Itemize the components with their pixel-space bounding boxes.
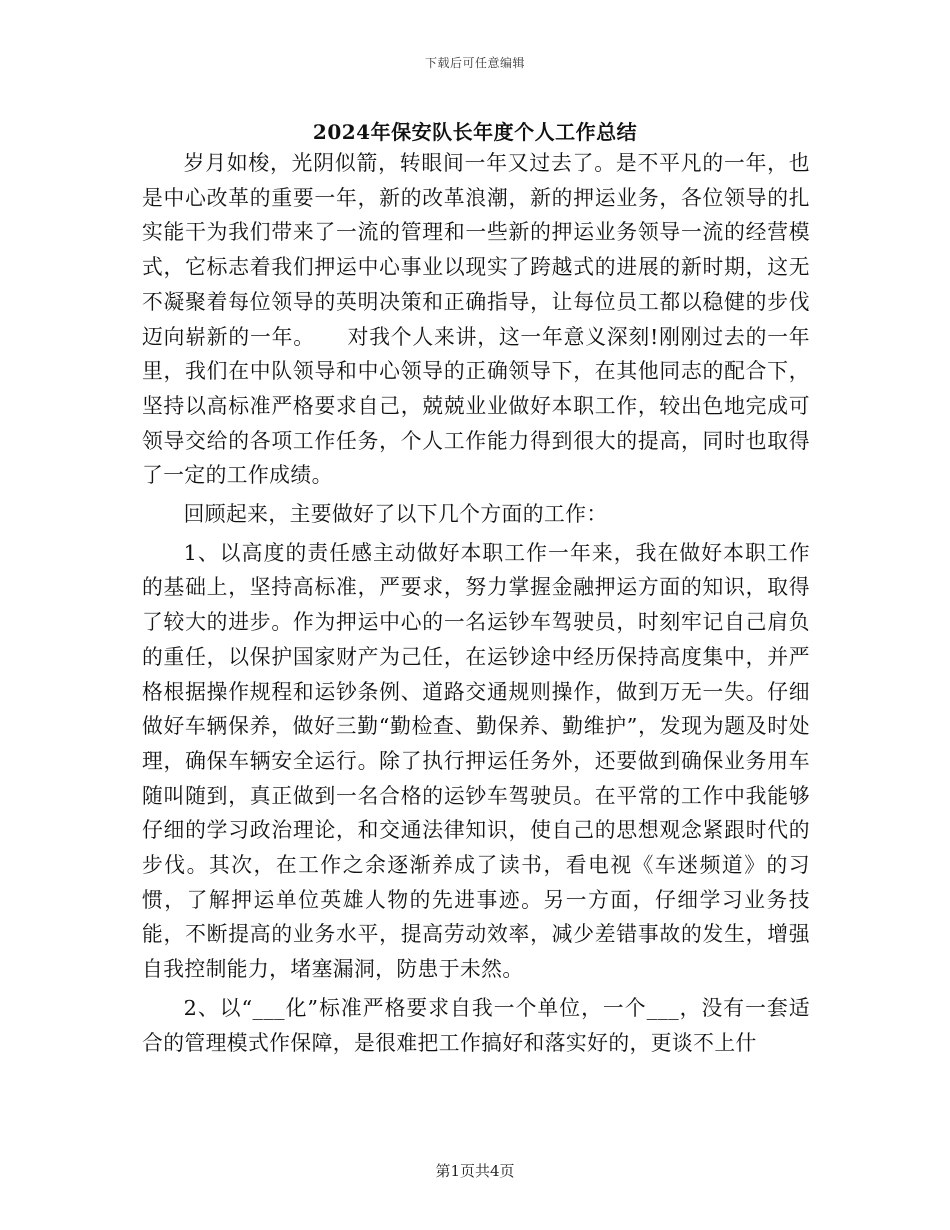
page-indicator: 第1页共4页 <box>435 1162 515 1180</box>
document-body <box>142 146 810 1060</box>
paragraph-intro: 岁月如梭，光阴似箭，转眼间一年又过去了。是不平凡的一年，也是中心改革的重要一年，新的改革浪潮，新的押运业务，各位领导的扎实能干为我们带来了一流的管理和一些新的押运业务领导一流的经营模式，它标志着我们押运中心事业以现实了跨越式的进展的新时期，这无不凝聚着每位领导的英明决策和正确指导，让每位员工都以稳健的步伐迈向崭新的一年。 对我个人来讲，这一年意义深刻!刚刚过去的一年里，我们在中队领导和中心领导的正确领导下，在其他同志的配合下，坚持以高标准严格要求自己，兢兢业业做好本职工作，较出色地完成可领导交给的各项工作任务，个人工作能力得到很大的提高，同时也取得了一定的工作成绩。 <box>142 151 810 488</box>
paragraph-item-1: 1、以高度的责任感主动做好本职工作一年来，我在做好本职工作的基础上，坚持高标准，严要求，努力掌握金融押运方面的知识，取得了较大的进步。作为押运中心的一名运钞车驾驶员，时刻牢记自己肩负的重任，以保护国家财产为己任，在运钞途中经历保持高度集中，并严格根据操作规程和运钞条例、道路交通规则操作，做到万无一失。仔细做好车辆保养，做好三勤“勤检查、勤保养、勤维护”，发现为题及时处理，确保车辆安全运行。除了执行押运任务外，还要做到确保业务用车随叫随到，真正做到一名合格的运钞车驾驶员。在平常的工作中我能够仔细的学习政治理论，和交通法律知识，使自己的思想观念紧跟时代的步伐。其次，在工作之余逐渐养成了读书，看电视《车迷频道》的习惯，了解押运单位英雄人物的先进事迹。另一方面，仔细学习业务技能，不断提高的业务水平，提高劳动效率，减少差错事故的发生，增强自我控制能力，堵塞漏洞，防患于未然。 <box>142 540 810 982</box>
paragraph-review: 回顾起来，主要做好了以下几个方面的工作： <box>183 502 608 527</box>
header-note: 下载后可任意编辑 <box>424 56 525 70</box>
paragraph-item-2: 2、以“___化”标准严格要求自我一个单位，一个___，没有一套适合的管理模式作保障，是很难把工作搞好和落实好的，更谈不上什 <box>142 995 810 1055</box>
document-title: 2024年保安队长年度个人工作总结 <box>312 120 638 144</box>
